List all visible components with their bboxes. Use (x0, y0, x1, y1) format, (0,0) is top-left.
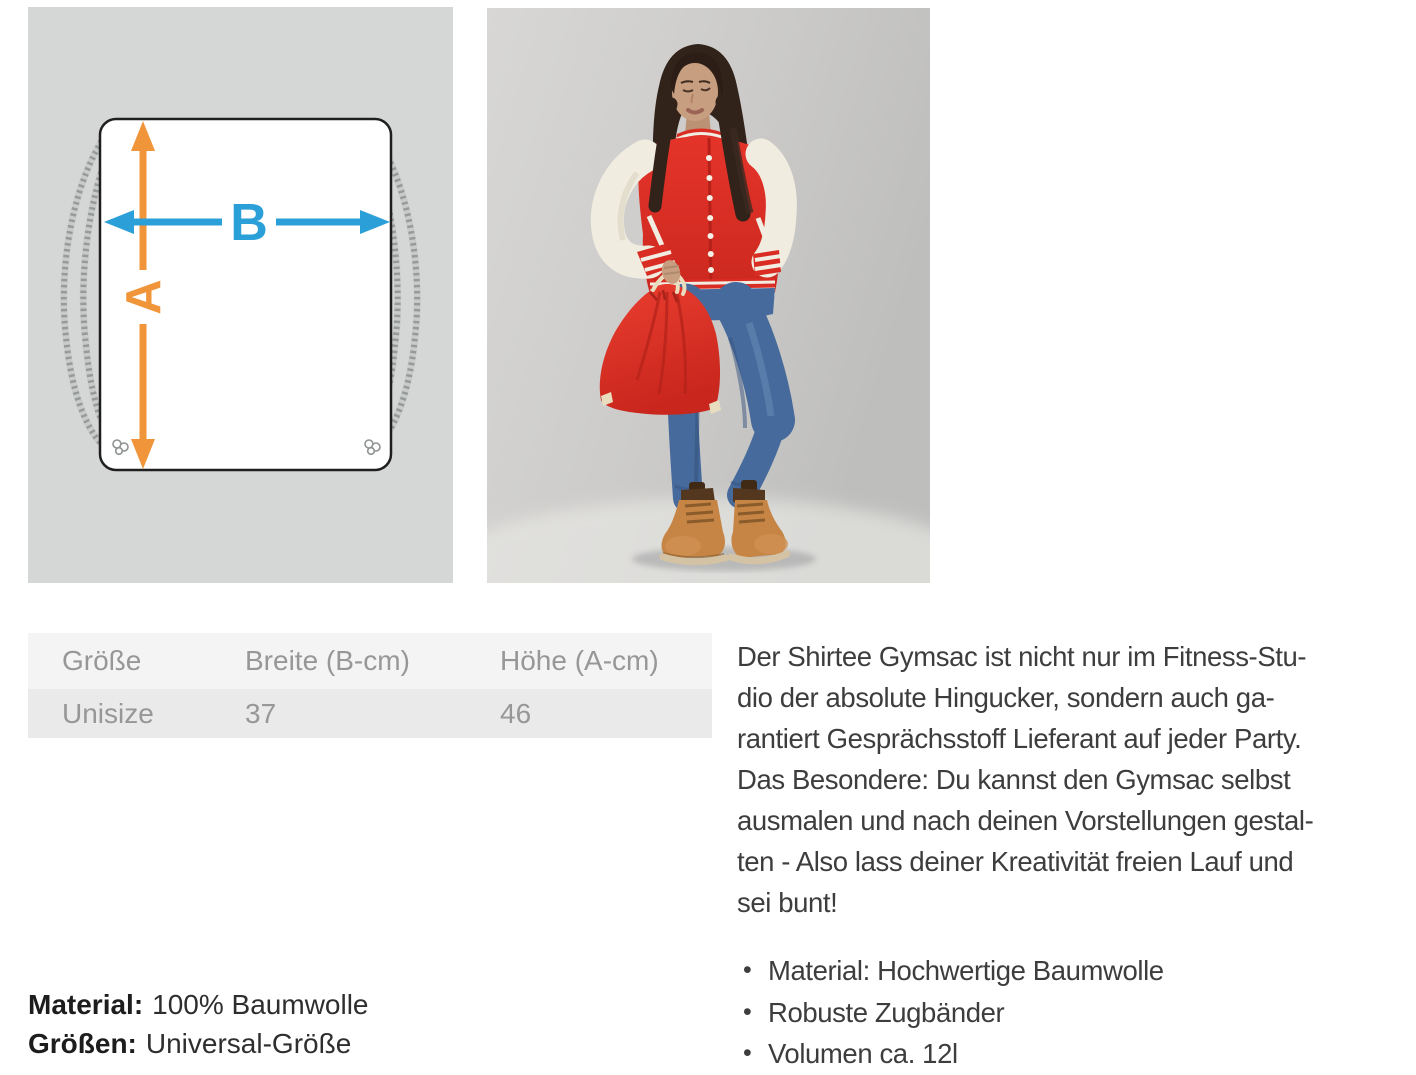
list-item (737, 1033, 1407, 1075)
column-header-width: Breite (B-cm) (245, 645, 410, 676)
description-line: rantiert Gesprächsstoff Lieferant auf jeder Party. (737, 723, 1302, 754)
list-item (737, 992, 1407, 1034)
list-item (737, 950, 1407, 992)
sizes-line (28, 1024, 369, 1063)
feature-text: Volumen ca. 12l (768, 1038, 958, 1069)
material-line (28, 985, 369, 1024)
bullet-icon: • (743, 956, 752, 984)
width-dimension-label: B (230, 194, 268, 252)
cell-size: Unisize (62, 697, 154, 729)
cell-height: 46 (500, 697, 532, 729)
description-line: ausmalen und nach deinen Vorstellungen gestal- (737, 805, 1314, 836)
material-label: Material: (28, 989, 144, 1020)
material-value: 100% Baumwolle (152, 989, 369, 1020)
column-header-height: Höhe (A-cm) (500, 645, 659, 676)
description-line: ten - Also lass deiner Kreativität freien Lauf und (737, 846, 1294, 877)
description-line: Das Besondere: Du kannst den Gymsac selbst (737, 764, 1291, 795)
size-diagram-panel (28, 7, 453, 583)
model-photo-illustration (487, 8, 930, 583)
description-line: sei bunt! (737, 887, 838, 918)
material-info (28, 985, 369, 1063)
feature-text: Material: Hochwertige Baumwolle (768, 955, 1164, 986)
table-row (28, 689, 712, 738)
sizes-label: Größen: (28, 1028, 137, 1059)
size-table-header (28, 633, 712, 689)
cell-width: 37 (245, 697, 277, 729)
feature-list (737, 950, 1407, 1075)
height-dimension-label: A (117, 279, 171, 315)
product-description (737, 636, 1407, 1075)
feature-text: Robuste Zugbänder (768, 996, 1005, 1028)
bullet-icon: • (743, 1039, 752, 1067)
column-header-size: Größe (62, 645, 142, 676)
cuff-right (753, 250, 781, 276)
sizes-value: Universal-Größe (145, 1028, 352, 1059)
bullet-icon: • (743, 997, 752, 1026)
description-line: Der Shirtee Gymsac ist nicht nur im Fitness-Stu- (737, 641, 1307, 672)
size-table (28, 633, 712, 738)
product-photo (487, 8, 930, 583)
description-line: dio der absolute Hingucker, sondern auch ga- (737, 682, 1275, 713)
size-diagram (28, 7, 453, 583)
